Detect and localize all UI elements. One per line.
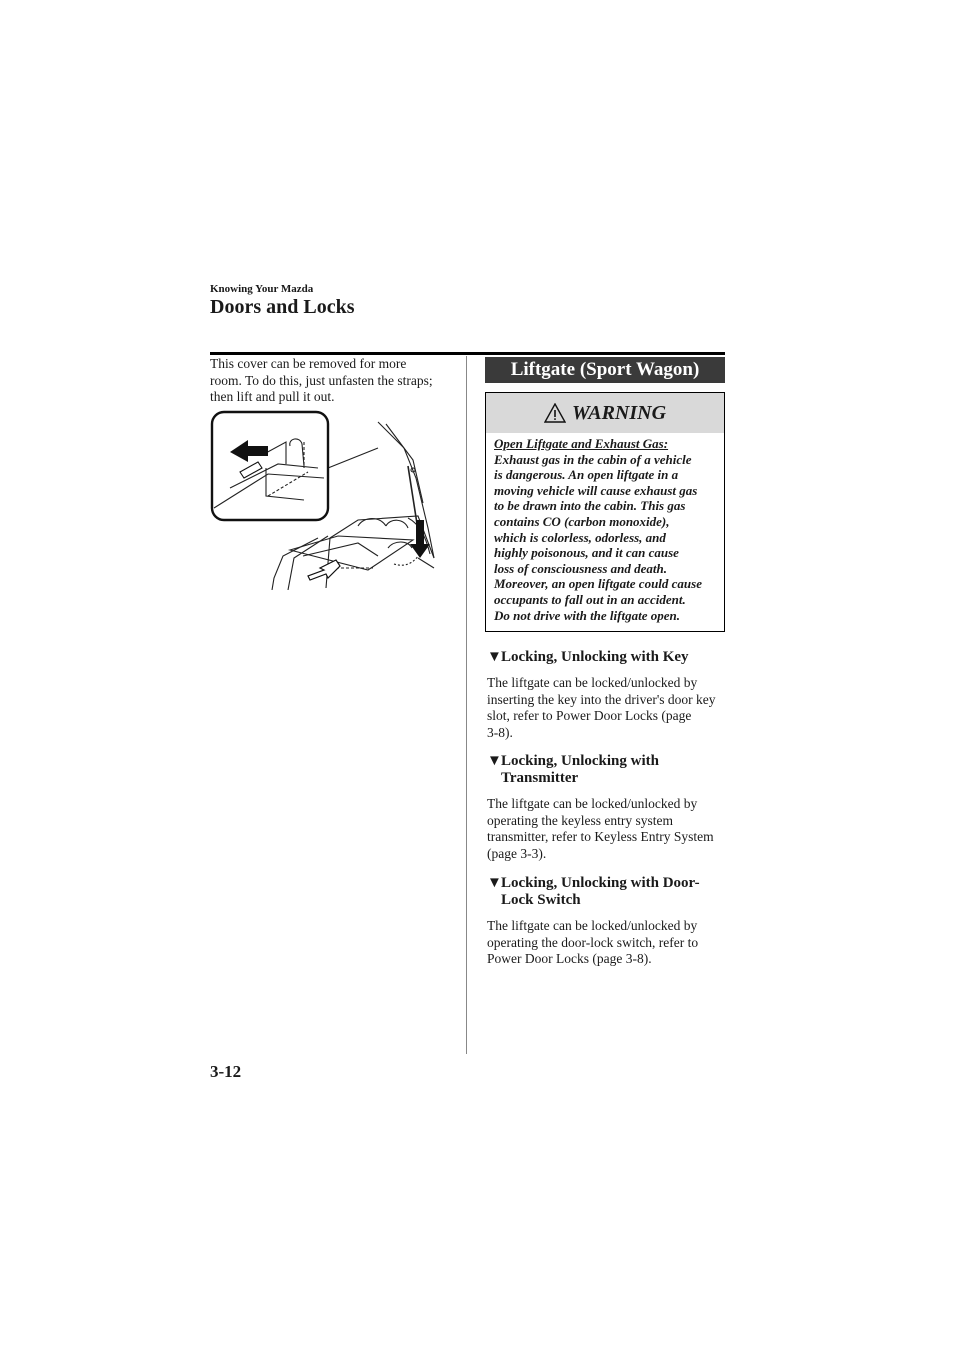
warning-triangle-icon [544,403,566,423]
paragraph-key [487,675,727,741]
triangle-marker-icon: ▼ [487,875,502,891]
text-line: inserting the key into the driver's door key [487,691,716,707]
header-rule [210,352,725,355]
warning-line: which is colorless, odorless, and [494,529,666,545]
warning-line: Exhaust gas in the cabin of a vehicle [494,451,692,467]
text-line: The liftgate can be locked/unlocked by [487,675,698,690]
warning-line: occupants to fall out in an accident. [494,591,686,607]
text-line: (page 3-3). [487,845,547,861]
paragraph-door-lock-switch [487,918,727,968]
subheading-line: Transmitter [501,770,579,786]
warning-line: Moreover, an open liftgate could cause [494,576,702,592]
warning-line: moving vehicle will cause exhaust gas [494,482,698,498]
page-title: Doors and Locks [210,296,355,318]
subheading-line: Locking, Unlocking with Door- [501,875,700,891]
cover-removal-text [210,356,455,406]
warning-line: loss of consciousness and death. [494,560,667,576]
text-line: operating the door-lock switch, refer to [487,934,699,950]
warning-line: is dangerous. An open liftgate in a [494,467,679,483]
subheading-key [487,649,689,666]
warning-line: to be drawn into the cabin. This gas [494,498,686,514]
warning-heading: WARNING [571,401,667,424]
triangle-marker-icon: ▼ [487,753,502,769]
subheading-transmitter [487,753,659,787]
subheading-door-lock-switch [487,875,700,909]
warning-line: Do not drive with the liftgate open. [494,607,680,623]
text-line: operating the keyless entry system [487,812,673,828]
subheading-line: Locking, Unlocking with [501,753,659,769]
text-line: This cover can be removed for more [210,356,407,371]
warning-line: highly poisonous, and it can cause [494,545,679,561]
cargo-cover-drawing [208,408,458,590]
page-number: 3-12 [210,1062,242,1081]
warning-subtitle: Open Liftgate and Exhaust Gas: [494,436,669,451]
subheading-line: Lock Switch [501,892,581,908]
subheading-line: Locking, Unlocking with Key [501,649,689,665]
warning-text [494,436,726,623]
text-line: 3-8). [487,724,513,740]
paragraph-transmitter [487,796,727,862]
section-banner: Liftgate (Sport Wagon) [485,357,725,383]
warning-header [486,393,724,433]
text-line: Power Door Locks (page 3-8). [487,951,652,966]
text-line: then lift and pull it out. [210,389,335,404]
triangle-marker-icon: ▼ [487,649,502,665]
warning-box [485,392,725,632]
warning-line: contains CO (carbon monoxide), [494,513,670,529]
text-line: The liftgate can be locked/unlocked by [487,918,698,933]
column-divider [466,356,467,1054]
cargo-cover-illustration [208,408,458,590]
text-line: slot, refer to Power Door Locks (page [487,708,692,723]
text-line: room. To do this, just unfasten the straps; [210,372,433,388]
section-kicker: Knowing Your Mazda [210,283,314,295]
text-line: transmitter, refer to Keyless Entry System [487,829,714,844]
text-line: The liftgate can be locked/unlocked by [487,796,698,811]
